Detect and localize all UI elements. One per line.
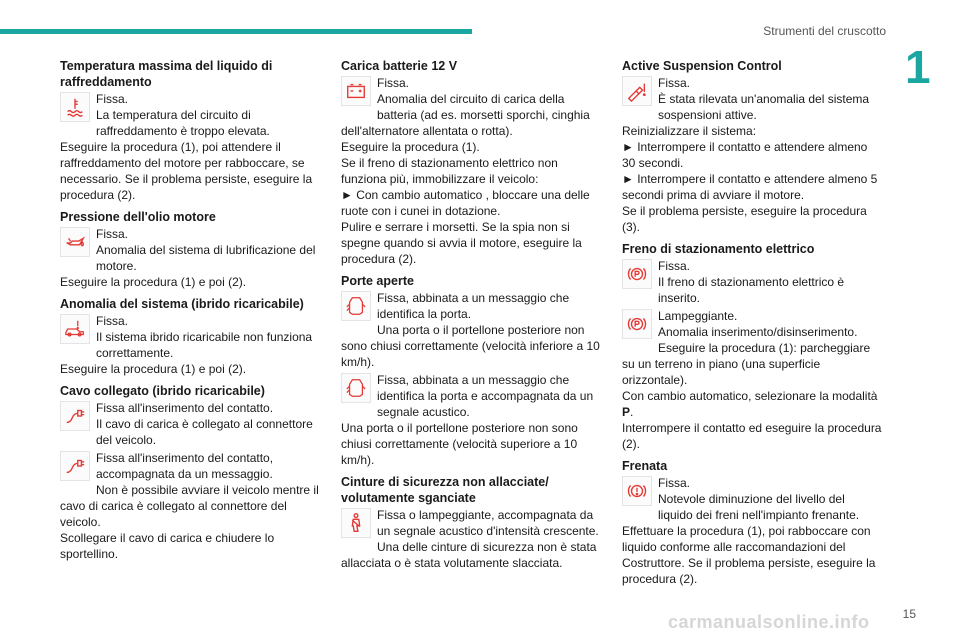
section-title: Cavo collegato (ibrido ricaricabile) (60, 384, 265, 398)
entry-text: Non è possibile avviare il veicolo mentre il cavo di carica è collegato al connettore del veicolo. (60, 483, 319, 529)
entry (60, 91, 320, 203)
entry-text: Eseguire la procedura (1) e poi (2). (60, 362, 247, 376)
chapter-number: 1 (905, 41, 931, 93)
bullet-item: ► Interrompere il contatto e attendere almeno 5 secondi prima di avviare il motore. (622, 171, 882, 203)
section-title: Active Suspension Control (622, 59, 782, 73)
oil-pressure-icon (60, 227, 90, 257)
entry-text: Se il freno di stazionamento elettrico non funziona più, immobilizzare il veicolo: (341, 156, 558, 186)
entry-text: Il cavo di carica è collegato al connettore del veicolo. (96, 417, 313, 447)
entry-state: Fissa all'inserimento del contatto, accompagnata da un messaggio. (96, 451, 274, 481)
entry-state: Fissa o lampeggiante, accompagnata da un segnale acustico d'intensità crescente. (377, 508, 599, 538)
charging-cable-icon (60, 451, 90, 481)
section-title: Cinture di sicurezza non allacciate/ volutamente sganciate (341, 475, 549, 505)
column-left (60, 58, 320, 568)
section-title: Freno di stazionamento elettrico (622, 242, 815, 256)
entry-text: Se il problema persiste, eseguire la procedura (3). (622, 204, 867, 234)
entry-state: Lampeggiante. (658, 309, 738, 323)
entry-state: Fissa. (658, 259, 691, 273)
entry-text-part: Con cambio automatico, selezionare la modalità (622, 389, 878, 403)
page-number: 15 (902, 607, 916, 621)
section-oil-pressure (60, 209, 320, 290)
entry-state: Fissa. (658, 476, 691, 490)
entry-text (622, 388, 882, 420)
section-title: Pressione dell'olio motore (60, 210, 216, 224)
door-open-icon (341, 373, 371, 403)
entry (622, 75, 882, 235)
entry-state: Fissa. (96, 314, 129, 328)
entry-text: Una porta o il portellone posteriore non sono chiusi correttamente (velocità inferiore a 10 km/h). (341, 323, 600, 369)
entry-state: Fissa. (658, 76, 691, 90)
entry-text-part: . (630, 405, 634, 419)
section-coolant-temperature (60, 58, 320, 203)
entry (60, 400, 320, 448)
section-doors-open (341, 273, 601, 468)
suspension-warning-icon (622, 76, 652, 106)
section-active-suspension (622, 58, 882, 235)
section-seatbelt (341, 474, 601, 571)
entry-text: Una delle cinture di sicurezza non è stata allacciata o è stata volutamente slacciata. (341, 540, 597, 570)
entry-text: Anomalia del sistema di lubrificazione del motore. (96, 243, 316, 273)
hybrid-fault-icon (60, 314, 90, 344)
section-title: Anomalia del sistema (ibrido ricaricabile) (60, 297, 304, 311)
section-brake (622, 458, 882, 587)
entry (341, 75, 601, 267)
entry-state: Fissa, abbinata a un messaggio che identifica la porta e accompagnata da un segnale acustico. (377, 373, 594, 419)
entry (60, 450, 320, 562)
section-title: Frenata (622, 459, 668, 473)
parking-brake-icon (622, 259, 652, 289)
gear-mode-label: P (622, 405, 631, 419)
entry-text: Scollegare il cavo di carica e chiudere lo sportellino. (60, 531, 275, 561)
watermark: carmanualsonline.info (668, 612, 870, 632)
entry-text: Una porta o il portellone posteriore non sono chiusi correttamente (velocità superiore a 10 km/h). (341, 421, 578, 467)
entry-text: Eseguire la procedura (1). (341, 140, 480, 154)
door-open-icon (341, 291, 371, 321)
column-middle (341, 58, 601, 577)
entry-text: La temperatura del circuito di raffreddamento è troppo elevata. (96, 108, 270, 138)
entry-text: Effettuare la procedura (1), poi rabboccare con liquido conforme alle raccomandazioni del Costruttore. Se il problema persiste, eseguire la procedura (2). (622, 524, 876, 586)
entry (622, 258, 882, 306)
entry-state: Fissa, abbinata a un messaggio che identifica la porta. (377, 291, 570, 321)
entry (622, 475, 882, 587)
section-parking-brake (622, 241, 882, 452)
entry-text: Anomalia inserimento/disinserimento. (658, 325, 858, 339)
entry-text: Eseguire la procedura (1), poi attendere il raffreddamento del motore per rabboccare, se necessario. Se il problema persiste, eseguire la procedura (2). (60, 140, 313, 202)
parking-brake-icon (622, 309, 652, 339)
section-title: Temperatura massima del liquido di raffreddamento (60, 59, 273, 89)
section-title: Porte aperte (341, 274, 414, 288)
entry-state: Fissa all'inserimento del contatto. (96, 401, 274, 415)
entry-state: Fissa. (377, 76, 410, 90)
coolant-temperature-icon (60, 92, 90, 122)
entry-text: Il sistema ibrido ricaricabile non funziona correttamente. (96, 330, 313, 360)
entry (622, 308, 882, 452)
page-header-title: Strumenti del cruscotto (763, 24, 886, 38)
charging-cable-icon (60, 401, 90, 431)
entry-state: Fissa. (96, 92, 129, 106)
section-battery (341, 58, 601, 267)
entry-text: Eseguire la procedura (1) e poi (2). (60, 275, 247, 289)
entry-text: Notevole diminuzione del livello del liquido dei freni nell'impianto frenante. (658, 492, 860, 522)
brake-warning-icon (622, 476, 652, 506)
entry-text: Interrompere il contatto ed eseguire la procedura (2). (622, 421, 882, 451)
entry (341, 290, 601, 370)
seatbelt-icon (341, 508, 371, 538)
bullet-item: ► Interrompere il contatto e attendere almeno 30 secondi. (622, 139, 882, 171)
entry-text: È stata rilevata un'anomalia del sistema sospensioni attive. (658, 92, 870, 122)
entry (341, 372, 601, 468)
entry (60, 313, 320, 377)
entry-text: Anomalia del circuito di carica della batteria (ad es. morsetti sporchi, cinghia dell'alternatore allentata o rotta). (341, 92, 590, 138)
entry-state: Fissa. (96, 227, 129, 241)
entry (60, 226, 320, 290)
entry-text: Il freno di stazionamento elettrico è inserito. (658, 275, 845, 305)
section-charging-cable (60, 383, 320, 562)
header-accent-bar (0, 29, 472, 34)
section-title: Carica batterie 12 V (341, 59, 458, 73)
entry-text: Reinizializzare il sistema: (622, 124, 757, 138)
entry-text: Pulire e serrare i morsetti. Se la spia non si spegne quando si avvia il motore, eseguire la procedura (2). (341, 220, 582, 266)
battery-icon (341, 76, 371, 106)
bullet-item: ► Con cambio automatico , bloccare una delle ruote con i cunei in dotazione. (341, 187, 601, 219)
entry (341, 507, 601, 571)
column-right (622, 58, 882, 593)
entry-text: Eseguire la procedura (1): parcheggiare su un terreno in piano (una superficie orizzontale). (622, 341, 871, 387)
section-hybrid-fault (60, 296, 320, 377)
